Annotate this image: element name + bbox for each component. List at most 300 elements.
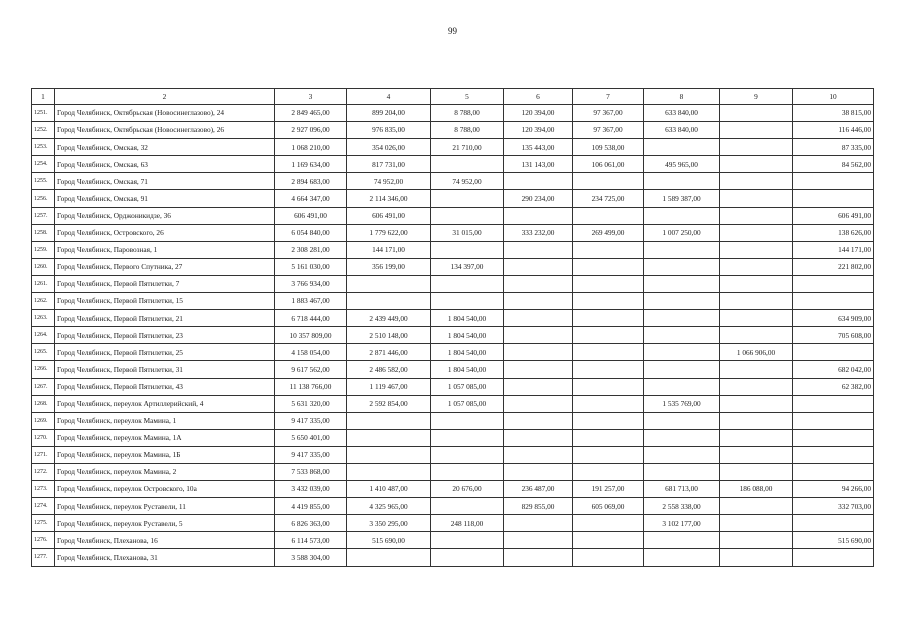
amount-cell: 94 266,00 — [793, 481, 874, 498]
amount-cell — [504, 515, 573, 532]
amount-cell — [504, 293, 573, 310]
amount-cell — [573, 429, 644, 446]
amount-cell — [573, 207, 644, 224]
amount-cell — [720, 446, 793, 463]
amount-cell: 681 713,00 — [644, 481, 720, 498]
amount-cell: 2 558 338,00 — [644, 498, 720, 515]
amount-cell: 2 592 854,00 — [347, 395, 431, 412]
amount-cell — [573, 241, 644, 258]
amount-cell — [504, 207, 573, 224]
amount-cell — [644, 310, 720, 327]
amount-cell: 1 589 387,00 — [644, 190, 720, 207]
address-cell: Город Челябинск, Первой Пятилетки, 15 — [55, 293, 275, 310]
address-cell: Город Челябинск, Первой Пятилетки, 43 — [55, 378, 275, 395]
table-row — [32, 241, 874, 258]
table-row — [32, 361, 874, 378]
address-cell: Город Челябинск, Омская, 91 — [55, 190, 275, 207]
row-number-cell: 1262. — [32, 293, 55, 310]
table-row — [32, 258, 874, 275]
header-row — [32, 89, 874, 105]
amount-cell — [720, 515, 793, 532]
amount-cell — [573, 549, 644, 566]
amount-cell: 2 439 449,00 — [347, 310, 431, 327]
amount-cell: 1 779 622,00 — [347, 224, 431, 241]
table-row — [32, 412, 874, 429]
amount-cell: 2 894 683,00 — [275, 173, 347, 190]
row-number-cell: 1264. — [32, 327, 55, 344]
row-number-cell: 1258. — [32, 224, 55, 241]
amount-cell — [720, 173, 793, 190]
amount-cell: 976 835,00 — [347, 122, 431, 139]
amount-cell: 131 143,00 — [504, 156, 573, 173]
amount-cell — [504, 549, 573, 566]
row-number-cell: 1257. — [32, 207, 55, 224]
amount-cell — [644, 378, 720, 395]
amount-cell — [573, 173, 644, 190]
table-row — [32, 446, 874, 463]
table-row — [32, 207, 874, 224]
amount-cell — [573, 515, 644, 532]
amount-cell — [720, 207, 793, 224]
amount-cell — [720, 463, 793, 480]
address-cell: Город Челябинск, Первой Пятилетки, 31 — [55, 361, 275, 378]
amount-cell — [431, 463, 504, 480]
amount-cell: 9 417 335,00 — [275, 446, 347, 463]
amount-cell: 1 535 769,00 — [644, 395, 720, 412]
amount-cell — [720, 275, 793, 292]
data-table — [31, 88, 874, 567]
table-row — [32, 498, 874, 515]
amount-cell: 633 840,00 — [644, 122, 720, 139]
amount-cell — [347, 275, 431, 292]
amount-cell: 138 626,00 — [793, 224, 874, 241]
amount-cell — [644, 139, 720, 156]
amount-cell: 1 410 487,00 — [347, 481, 431, 498]
table-row — [32, 293, 874, 310]
column-header: 1 — [32, 89, 55, 105]
row-number-cell: 1265. — [32, 344, 55, 361]
row-number-cell: 1277. — [32, 549, 55, 566]
amount-cell — [504, 412, 573, 429]
amount-cell — [793, 293, 874, 310]
amount-cell — [644, 327, 720, 344]
amount-cell: 120 394,00 — [504, 105, 573, 122]
amount-cell: 221 802,00 — [793, 258, 874, 275]
amount-cell — [573, 361, 644, 378]
amount-cell — [644, 275, 720, 292]
amount-cell — [573, 293, 644, 310]
amount-cell — [431, 241, 504, 258]
amount-cell: 144 171,00 — [347, 241, 431, 258]
amount-cell — [504, 532, 573, 549]
address-cell: Город Челябинск, переулок Мамина, 1 — [55, 412, 275, 429]
amount-cell — [573, 258, 644, 275]
amount-cell — [573, 378, 644, 395]
row-number-cell: 1269. — [32, 412, 55, 429]
address-cell: Город Челябинск, Первой Пятилетки, 23 — [55, 327, 275, 344]
address-cell: Город Челябинск, Омская, 71 — [55, 173, 275, 190]
amount-cell: 332 703,00 — [793, 498, 874, 515]
amount-cell — [720, 498, 793, 515]
amount-cell — [573, 310, 644, 327]
amount-cell — [431, 549, 504, 566]
amount-cell — [793, 446, 874, 463]
amount-cell — [573, 327, 644, 344]
row-number-cell: 1273. — [32, 481, 55, 498]
amount-cell — [720, 378, 793, 395]
row-number-cell: 1271. — [32, 446, 55, 463]
amount-cell — [347, 463, 431, 480]
row-number-cell: 1266. — [32, 361, 55, 378]
amount-cell — [644, 207, 720, 224]
amount-cell: 106 061,00 — [573, 156, 644, 173]
amount-cell — [644, 344, 720, 361]
amount-cell: 1 119 467,00 — [347, 378, 431, 395]
amount-cell — [720, 258, 793, 275]
amount-cell: 1 804 540,00 — [431, 327, 504, 344]
address-cell: Город Челябинск, переулок Руставели, 11 — [55, 498, 275, 515]
amount-cell — [347, 293, 431, 310]
amount-cell — [644, 173, 720, 190]
amount-cell — [644, 412, 720, 429]
table-row — [32, 549, 874, 566]
amount-cell: 1 804 540,00 — [431, 361, 504, 378]
amount-cell: 234 725,00 — [573, 190, 644, 207]
amount-cell — [644, 463, 720, 480]
amount-cell — [431, 446, 504, 463]
amount-cell — [720, 139, 793, 156]
amount-cell: 2 927 096,00 — [275, 122, 347, 139]
table-row — [32, 156, 874, 173]
amount-cell: 97 367,00 — [573, 105, 644, 122]
amount-cell: 1 804 540,00 — [431, 344, 504, 361]
amount-cell — [347, 446, 431, 463]
amount-cell — [573, 532, 644, 549]
address-cell: Город Челябинск, Первой Пятилетки, 7 — [55, 275, 275, 292]
column-header: 2 — [55, 89, 275, 105]
amount-cell — [504, 258, 573, 275]
amount-cell — [720, 395, 793, 412]
amount-cell: 1 057 085,00 — [431, 378, 504, 395]
amount-cell: 495 965,00 — [644, 156, 720, 173]
amount-cell: 899 204,00 — [347, 105, 431, 122]
amount-cell — [504, 463, 573, 480]
amount-cell — [347, 549, 431, 566]
amount-cell: 97 367,00 — [573, 122, 644, 139]
amount-cell: 1 068 210,00 — [275, 139, 347, 156]
amount-cell — [793, 463, 874, 480]
amount-cell — [431, 207, 504, 224]
address-cell: Город Челябинск, переулок Артиллерийский, 4 — [55, 395, 275, 412]
amount-cell: 333 232,00 — [504, 224, 573, 241]
amount-cell: 6 718 444,00 — [275, 310, 347, 327]
amount-cell: 38 815,00 — [793, 105, 874, 122]
amount-cell — [573, 395, 644, 412]
row-number-cell: 1256. — [32, 190, 55, 207]
table-row — [32, 463, 874, 480]
amount-cell: 74 952,00 — [431, 173, 504, 190]
amount-cell — [720, 241, 793, 258]
table-row — [32, 310, 874, 327]
address-cell: Город Челябинск, Октябрьская (Новосинеглазово), 24 — [55, 105, 275, 122]
amount-cell: 1 169 634,00 — [275, 156, 347, 173]
amount-cell: 84 562,00 — [793, 156, 874, 173]
amount-cell — [720, 293, 793, 310]
table-row — [32, 122, 874, 139]
address-cell: Город Челябинск, Первой Пятилетки, 25 — [55, 344, 275, 361]
amount-cell — [644, 532, 720, 549]
amount-cell: 21 710,00 — [431, 139, 504, 156]
amount-cell — [720, 122, 793, 139]
amount-cell — [504, 361, 573, 378]
amount-cell: 2 510 148,00 — [347, 327, 431, 344]
table-row — [32, 275, 874, 292]
row-number-cell: 1259. — [32, 241, 55, 258]
amount-cell — [573, 463, 644, 480]
row-number-cell: 1254. — [32, 156, 55, 173]
amount-cell: 269 499,00 — [573, 224, 644, 241]
amount-cell — [431, 532, 504, 549]
amount-cell: 682 042,00 — [793, 361, 874, 378]
amount-cell: 109 538,00 — [573, 139, 644, 156]
row-number-cell: 1251. — [32, 105, 55, 122]
row-number-cell: 1268. — [32, 395, 55, 412]
amount-cell: 248 118,00 — [431, 515, 504, 532]
address-cell: Город Челябинск, Октябрьская (Новосинеглазово), 26 — [55, 122, 275, 139]
amount-cell: 817 731,00 — [347, 156, 431, 173]
address-cell: Город Челябинск, переулок Мамина, 1Б — [55, 446, 275, 463]
table-row — [32, 344, 874, 361]
amount-cell — [720, 224, 793, 241]
amount-cell: 236 487,00 — [504, 481, 573, 498]
column-header: 9 — [720, 89, 793, 105]
table-row — [32, 327, 874, 344]
amount-cell: 6 114 573,00 — [275, 532, 347, 549]
amount-cell — [720, 361, 793, 378]
table-row — [32, 532, 874, 549]
amount-cell — [431, 412, 504, 429]
amount-cell — [793, 344, 874, 361]
amount-cell: 134 397,00 — [431, 258, 504, 275]
amount-cell: 354 026,00 — [347, 139, 431, 156]
amount-cell: 3 588 304,00 — [275, 549, 347, 566]
amount-cell — [644, 446, 720, 463]
amount-cell — [793, 395, 874, 412]
amount-cell — [644, 549, 720, 566]
amount-cell — [720, 549, 793, 566]
amount-cell: 7 533 868,00 — [275, 463, 347, 480]
amount-cell — [793, 515, 874, 532]
amount-cell: 1 007 250,00 — [644, 224, 720, 241]
amount-cell — [504, 344, 573, 361]
table-row — [32, 481, 874, 498]
amount-cell: 5 631 320,00 — [275, 395, 347, 412]
amount-cell: 633 840,00 — [644, 105, 720, 122]
column-header: 10 — [793, 89, 874, 105]
amount-cell — [504, 395, 573, 412]
amount-cell: 9 417 335,00 — [275, 412, 347, 429]
amount-cell — [573, 446, 644, 463]
amount-cell: 1 883 467,00 — [275, 293, 347, 310]
amount-cell: 2 486 582,00 — [347, 361, 431, 378]
amount-cell: 515 690,00 — [793, 532, 874, 549]
amount-cell — [504, 275, 573, 292]
amount-cell — [504, 429, 573, 446]
address-cell: Город Челябинск, переулок Мамина, 1А — [55, 429, 275, 446]
amount-cell: 290 234,00 — [504, 190, 573, 207]
amount-cell — [431, 275, 504, 292]
amount-cell: 605 069,00 — [573, 498, 644, 515]
row-number-cell: 1272. — [32, 463, 55, 480]
amount-cell — [720, 532, 793, 549]
row-number-cell: 1267. — [32, 378, 55, 395]
amount-cell: 2 849 465,00 — [275, 105, 347, 122]
address-cell: Город Челябинск, Плеханова, 16 — [55, 532, 275, 549]
amount-cell: 6 054 840,00 — [275, 224, 347, 241]
amount-cell: 116 446,00 — [793, 122, 874, 139]
amount-cell — [431, 498, 504, 515]
amount-cell: 3 432 039,00 — [275, 481, 347, 498]
amount-cell — [504, 378, 573, 395]
address-cell: Город Челябинск, Паровозная, 1 — [55, 241, 275, 258]
amount-cell: 356 199,00 — [347, 258, 431, 275]
amount-cell — [720, 412, 793, 429]
amount-cell: 3 350 295,00 — [347, 515, 431, 532]
table-row — [32, 139, 874, 156]
row-number-cell: 1276. — [32, 532, 55, 549]
amount-cell: 74 952,00 — [347, 173, 431, 190]
amount-cell — [644, 258, 720, 275]
amount-cell — [431, 156, 504, 173]
amount-cell — [573, 275, 644, 292]
amount-cell — [644, 361, 720, 378]
amount-cell: 31 015,00 — [431, 224, 504, 241]
amount-cell: 9 617 562,00 — [275, 361, 347, 378]
column-header: 3 — [275, 89, 347, 105]
amount-cell — [431, 293, 504, 310]
amount-cell: 135 443,00 — [504, 139, 573, 156]
amount-cell: 2 871 446,00 — [347, 344, 431, 361]
amount-cell — [644, 429, 720, 446]
amount-cell: 606 491,00 — [793, 207, 874, 224]
amount-cell — [347, 429, 431, 446]
amount-cell: 4 158 054,00 — [275, 344, 347, 361]
amount-cell — [720, 105, 793, 122]
amount-cell: 8 788,00 — [431, 122, 504, 139]
amount-cell — [504, 310, 573, 327]
row-number-cell: 1261. — [32, 275, 55, 292]
amount-cell — [347, 412, 431, 429]
column-header: 8 — [644, 89, 720, 105]
amount-cell: 62 382,00 — [793, 378, 874, 395]
amount-cell — [431, 429, 504, 446]
amount-cell: 606 491,00 — [275, 207, 347, 224]
amount-cell — [793, 412, 874, 429]
table-row — [32, 173, 874, 190]
address-cell: Город Челябинск, Первой Пятилетки, 21 — [55, 310, 275, 327]
row-number-cell: 1255. — [32, 173, 55, 190]
amount-cell: 144 171,00 — [793, 241, 874, 258]
amount-cell — [720, 327, 793, 344]
amount-cell — [720, 310, 793, 327]
address-cell: Город Челябинск, Омская, 63 — [55, 156, 275, 173]
amount-cell: 3 766 934,00 — [275, 275, 347, 292]
amount-cell: 3 102 177,00 — [644, 515, 720, 532]
amount-cell — [431, 190, 504, 207]
amount-cell: 10 357 809,00 — [275, 327, 347, 344]
amount-cell: 5 161 030,00 — [275, 258, 347, 275]
amount-cell: 829 855,00 — [504, 498, 573, 515]
amount-cell — [644, 293, 720, 310]
amount-cell — [793, 275, 874, 292]
table-row — [32, 378, 874, 395]
amount-cell: 1 066 906,00 — [720, 344, 793, 361]
table-row — [32, 395, 874, 412]
amount-cell — [573, 412, 644, 429]
amount-cell: 4 419 855,00 — [275, 498, 347, 515]
amount-cell — [504, 327, 573, 344]
address-cell: Город Челябинск, Плеханова, 31 — [55, 549, 275, 566]
amount-cell — [720, 190, 793, 207]
amount-cell: 5 650 401,00 — [275, 429, 347, 446]
amount-cell — [720, 429, 793, 446]
amount-cell: 8 788,00 — [431, 105, 504, 122]
amount-cell: 6 826 363,00 — [275, 515, 347, 532]
row-number-cell: 1252. — [32, 122, 55, 139]
amount-cell: 87 335,00 — [793, 139, 874, 156]
amount-cell — [720, 156, 793, 173]
amount-cell: 1 057 085,00 — [431, 395, 504, 412]
address-cell: Город Челябинск, Островского, 26 — [55, 224, 275, 241]
row-number-cell: 1253. — [32, 139, 55, 156]
amount-cell — [793, 429, 874, 446]
row-number-cell: 1274. — [32, 498, 55, 515]
table-row — [32, 224, 874, 241]
amount-cell: 191 257,00 — [573, 481, 644, 498]
amount-cell: 634 909,00 — [793, 310, 874, 327]
address-cell: Город Челябинск, Омская, 32 — [55, 139, 275, 156]
row-number-cell: 1270. — [32, 429, 55, 446]
amount-cell: 4 664 347,00 — [275, 190, 347, 207]
column-header: 5 — [431, 89, 504, 105]
amount-cell — [504, 173, 573, 190]
amount-cell: 1 804 540,00 — [431, 310, 504, 327]
row-number-cell: 1263. — [32, 310, 55, 327]
amount-cell: 606 491,00 — [347, 207, 431, 224]
amount-cell — [504, 241, 573, 258]
amount-cell: 20 676,00 — [431, 481, 504, 498]
address-cell: Город Челябинск, Орджоникидзе, 36 — [55, 207, 275, 224]
address-cell: Город Челябинск, переулок Руставели, 5 — [55, 515, 275, 532]
amount-cell — [793, 190, 874, 207]
amount-cell: 4 325 965,00 — [347, 498, 431, 515]
amount-cell: 705 608,00 — [793, 327, 874, 344]
amount-cell — [573, 344, 644, 361]
column-header: 4 — [347, 89, 431, 105]
amount-cell: 2 114 346,00 — [347, 190, 431, 207]
address-cell: Город Челябинск, Первого Спутника, 27 — [55, 258, 275, 275]
row-number-cell: 1260. — [32, 258, 55, 275]
amount-cell — [504, 446, 573, 463]
page-number: 99 — [448, 26, 457, 36]
amount-cell: 2 308 281,00 — [275, 241, 347, 258]
table-row — [32, 105, 874, 122]
amount-cell: 11 138 766,00 — [275, 378, 347, 395]
amount-cell — [644, 241, 720, 258]
table-row — [32, 515, 874, 532]
amount-cell: 120 394,00 — [504, 122, 573, 139]
amount-cell: 186 088,00 — [720, 481, 793, 498]
